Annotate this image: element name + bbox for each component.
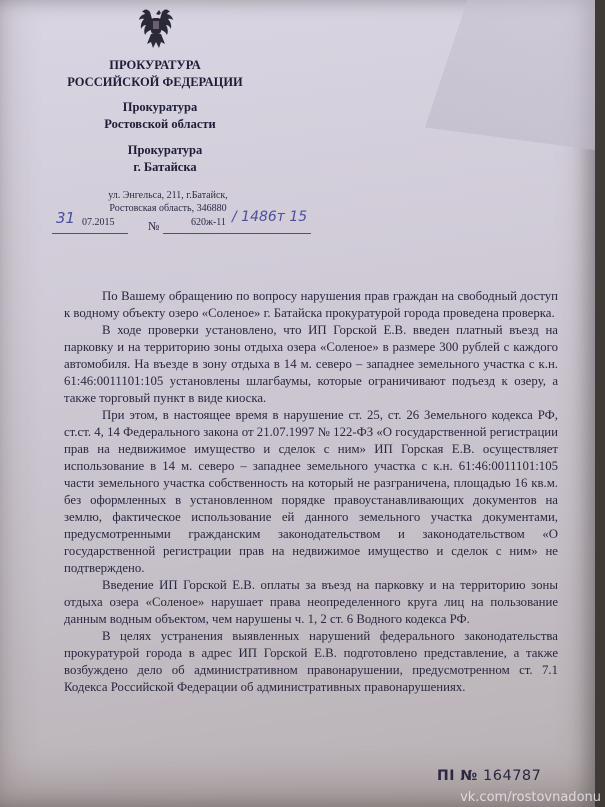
org3-line2: г. Батайска bbox=[133, 160, 197, 174]
stamp-label: ПІ № bbox=[437, 768, 478, 784]
org-header-city bbox=[95, 142, 235, 176]
ref-printed: 620ж-11 bbox=[191, 217, 226, 228]
double-headed-eagle-emblem-icon bbox=[133, 6, 179, 54]
org-header-federation bbox=[55, 57, 255, 91]
watermark: vk.com/rostovnadonu bbox=[460, 790, 601, 805]
date-printed: 07.2015 bbox=[82, 217, 115, 228]
body-paragraph-5: В целях устранения выявленных нарушений федерального законодательства прокуратурой города в адрес ИП Горской Е.В. подготовлено представление, а также возбуждено дело об административном правонарушении, предусмотренном ст. 7.1 Кодекса Российской Федерации об административных правонарушениях. bbox=[64, 629, 558, 694]
body-paragraph-2: В ходе проверки установлено, что ИП Горской Е.В. введен платный въезд на парковку и на территорию зоны отдыха озера «Соленое» в размере 300 рублей с каждого автомобиля. На въезде в зону отдыха в 14 м. северо – западнее земельного участка с к.н. 61:46:0011101:105 установлены шлагбаумы, которые ограничивают подъезд к озеру, а также торговый пункт в виде киоска. bbox=[64, 323, 558, 405]
stamp-number: 164787 bbox=[483, 768, 542, 784]
body-paragraph-1: По Вашему обращению по вопросу нарушения прав граждан на свободный доступ к водному объекту озеро «Соленое» г. Батайска прокуратурой города проведена проверка. bbox=[64, 289, 558, 320]
number-sign: № bbox=[148, 219, 160, 233]
org2-line1: Прокуратура bbox=[122, 100, 198, 114]
sender-address bbox=[88, 189, 248, 215]
org3-line1: Прокуратура bbox=[127, 143, 203, 157]
org-header-region bbox=[90, 99, 230, 133]
date-handwritten: 31 bbox=[56, 209, 76, 227]
org1-line1: ПРОКУРАТУРА bbox=[109, 58, 201, 72]
body-paragraph-3: При этом, в настоящее время в нарушение ст. 25, ст. 26 Земельного кодекса РФ, ст.ст. 4, 14 Федерального закона от 21.07.1997 № 122-ФЗ «О государственной регистрации прав на недвижимое имущество и сделок с ним» ИП Горская Е.В. осуществляет использование в 14 м. северо – западнее земельного участка с к.н. 61:46:0011101:105 части земельного участка собственность на который не разграничена, площадью 16 кв.м. без оформленных в установленном порядке правоустанавливающих документов на землю, фактическое использование ей данного земельного участка документами, предусмотренными гражданским законодательством и законодательством «О государственной регистрации прав на недвижимое имущество и сделок с ним» не подтверждено. bbox=[64, 408, 558, 575]
body-paragraph-4: Введение ИП Горской Е.В. оплаты за въезд на парковку и на территорию зоны отдыха озера «Соленое» нарушает права неопределенного круга лиц на пользование данным водным объектом, чем нарушены ч. 1, 2 ст. 6 Водного кодекса РФ. bbox=[64, 578, 558, 626]
address-line2: Ростовская область, 346880 bbox=[109, 203, 227, 214]
form-serial-stamp bbox=[437, 768, 541, 784]
envelope-fold bbox=[425, 0, 595, 150]
ref-handwritten: / 1486т 15 bbox=[232, 209, 308, 225]
address-line1: ул. Энгельса, 211, г.Батайск, bbox=[108, 190, 228, 201]
org1-line2: РОССИЙСКОЙ ФЕДЕРАЦИИ bbox=[67, 75, 243, 89]
org2-line2: Ростовской области bbox=[104, 117, 216, 131]
letter-body bbox=[64, 288, 558, 696]
